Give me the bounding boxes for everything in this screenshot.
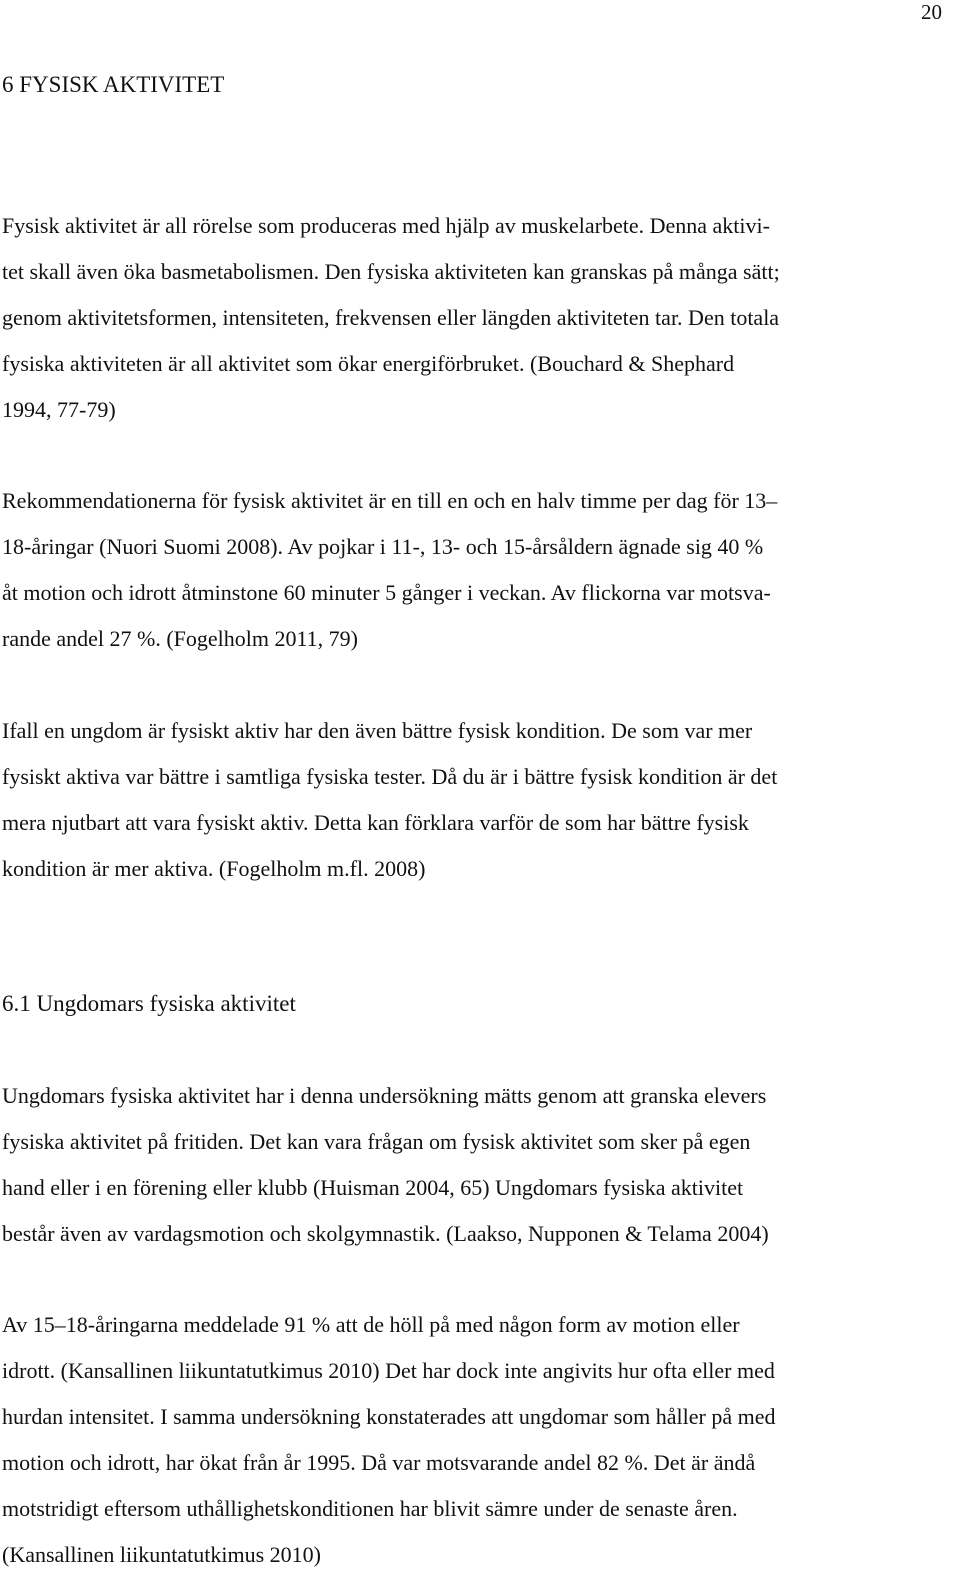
paragraph-line: åt motion och idrott åtminstone 60 minuter 5 gånger i veckan. Av flickorna var motsva-: [2, 580, 771, 605]
paragraph-line: fysiska aktiviteten är all aktivitet som ökar energiförbruket. (Bouchard & Shephard: [2, 351, 735, 376]
paragraph-line: Fysisk aktivitet är all rörelse som produceras med hjälp av muskelarbete. Denna aktivi-: [2, 213, 770, 238]
paragraph-line: mera njutbart att vara fysiskt aktiv. Detta kan förklara varför de som har bättre fysisk: [2, 810, 749, 835]
paragraph-line: (Kansallinen liikuntatutkimus 2010): [2, 1542, 321, 1567]
paragraph-line: genom aktivitetsformen, intensiteten, frekvensen eller längden aktiviteten tar. Den totala: [2, 305, 780, 330]
subsection-heading: 6.1 Ungdomars fysiska aktivitet: [2, 991, 296, 1016]
paragraph-line: består även av vardagsmotion och skolgymnastik. (Laakso, Nupponen & Telama 2004): [2, 1221, 769, 1246]
paragraph-line: motstridigt eftersom uthållighetskonditionen har blivit sämre under de senaste åren.: [2, 1496, 738, 1521]
section-heading: 6 FYSISK AKTIVITET: [2, 72, 225, 97]
paragraph-line: idrott. (Kansallinen liikuntatutkimus 2010) Det har dock inte angivits hur ofta eller med: [2, 1358, 775, 1383]
paragraph-line: Ungdomars fysiska aktivitet har i denna undersökning mätts genom att granska elevers: [2, 1083, 767, 1108]
paragraph-line: kondition är mer aktiva. (Fogelholm m.fl. 2008): [2, 856, 426, 881]
paragraph-line: 1994, 77-79): [2, 397, 116, 422]
paragraph-line: hand eller i en förening eller klubb (Huisman 2004, 65) Ungdomars fysiska aktivitet: [2, 1175, 744, 1200]
paragraph-line: Rekommendationerna för fysisk aktivitet är en till en och en halv timme per dag för 13–: [2, 488, 778, 513]
paragraph-line: tet skall även öka basmetabolismen. Den fysiska aktiviteten kan granskas på många sätt;: [2, 259, 780, 284]
paragraph-line: fysiska aktivitet på fritiden. Det kan vara frågan om fysisk aktivitet som sker på egen: [2, 1129, 751, 1154]
paragraph-line: motion och idrott, har ökat från år 1995. Då var motsvarande andel 82 %. Det är ändå: [2, 1450, 756, 1475]
paragraph-line: Av 15–18-åringarna meddelade 91 % att de höll på med någon form av motion eller: [2, 1312, 740, 1337]
paragraph-line: fysiskt aktiva var bättre i samtliga fysiska tester. Då du är i bättre fysisk kondition är det: [2, 764, 778, 789]
paragraph-line: 18-åringar (Nuori Suomi 2008). Av pojkar i 11-, 13- och 15-årsåldern ägnade sig 40 %: [2, 534, 764, 559]
paragraph-line: hurdan intensitet. I samma undersökning konstaterades att ungdomar som håller på med: [2, 1404, 776, 1429]
paragraph-line: Ifall en ungdom är fysiskt aktiv har den även bättre fysisk kondition. De som var mer: [2, 718, 753, 743]
paragraph-line: rande andel 27 %. (Fogelholm 2011, 79): [2, 626, 358, 651]
page-number: 20: [921, 0, 942, 24]
